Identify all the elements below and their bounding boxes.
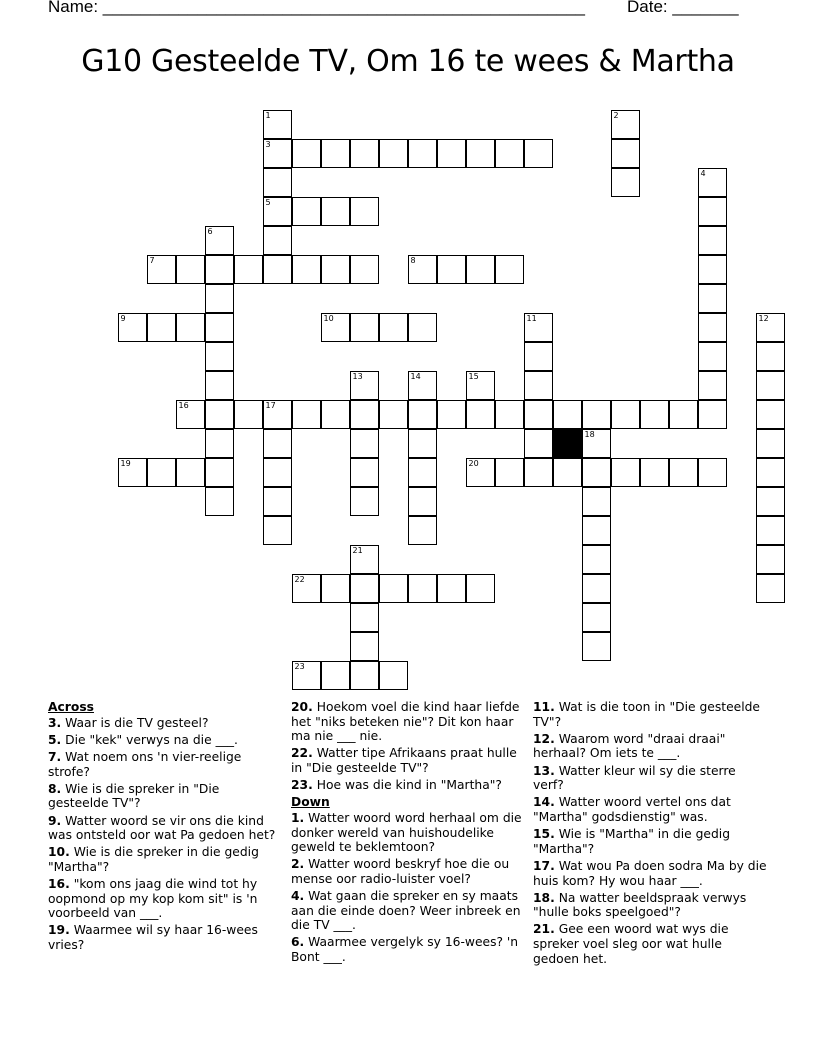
grid-cell[interactable]: [553, 400, 582, 429]
grid-cell[interactable]: [408, 371, 437, 400]
grid-cell[interactable]: [408, 574, 437, 603]
grid-cell[interactable]: [147, 458, 176, 487]
grid-cell[interactable]: [263, 255, 292, 284]
clue-item: [533, 891, 768, 920]
grid-cell[interactable]: [263, 429, 292, 458]
clue-item: [291, 811, 523, 855]
grid-cell[interactable]: [698, 284, 727, 313]
clue-item-number: 21.: [533, 922, 555, 937]
grid-cell[interactable]: [756, 574, 785, 603]
clue-item-number: 12.: [533, 731, 555, 746]
grid-cell[interactable]: [640, 400, 669, 429]
clue-item: [533, 859, 768, 888]
grid-cell[interactable]: [118, 458, 147, 487]
clue-item-text: Die "kek" verwys na die ___.: [61, 732, 238, 747]
clue-item: [291, 778, 523, 793]
grid-cell[interactable]: [205, 400, 234, 429]
clue-number: 8: [410, 255, 416, 265]
clue-number: 10: [323, 313, 334, 323]
grid-cell[interactable]: [524, 371, 553, 400]
clue-column-3: [533, 700, 768, 969]
grid-cell[interactable]: [524, 342, 553, 371]
grid-cell[interactable]: [292, 255, 321, 284]
grid-block: [553, 429, 582, 458]
grid-cell[interactable]: [756, 371, 785, 400]
grid-cell[interactable]: [147, 313, 176, 342]
clue-column-2: [291, 700, 523, 967]
grid-cell[interactable]: [756, 400, 785, 429]
clue-item-number: 6.: [291, 935, 305, 950]
grid-cell[interactable]: [756, 545, 785, 574]
grid-cell[interactable]: [379, 574, 408, 603]
grid-cell[interactable]: [756, 487, 785, 516]
grid-cell[interactable]: [756, 516, 785, 545]
clue-item-number: 22.: [291, 746, 313, 761]
grid-cell[interactable]: [495, 139, 524, 168]
grid-cell[interactable]: [756, 429, 785, 458]
grid-cell[interactable]: [582, 632, 611, 661]
clue-item: [291, 889, 523, 933]
grid-cell[interactable]: [698, 342, 727, 371]
clue-item-number: 15.: [533, 827, 555, 842]
grid-cell[interactable]: [408, 458, 437, 487]
clue-item-number: 5.: [48, 732, 62, 747]
grid-cell[interactable]: [350, 255, 379, 284]
grid-cell[interactable]: [698, 255, 727, 284]
grid-cell[interactable]: [437, 400, 466, 429]
grid-cell[interactable]: [756, 342, 785, 371]
grid-cell[interactable]: [669, 400, 698, 429]
grid-cell[interactable]: [495, 400, 524, 429]
grid-cell[interactable]: [234, 400, 263, 429]
clue-item-number: 14.: [533, 795, 555, 810]
clue-item: [48, 877, 280, 921]
grid-cell[interactable]: [263, 226, 292, 255]
clue-item-text: Watter woord se vir ons die kind was ontsteld oor wat Pa gedoen het?: [48, 813, 276, 843]
clue-item-text: Wat gaan die spreker en sy maats aan die einde doen? Weer inbreek en die TV ___.: [291, 889, 521, 933]
clue-item-text: Watter woord word herhaal om die donker wereld van huishoudelike geweld te beklemtoon?: [291, 810, 522, 855]
clue-item-number: 23.: [291, 778, 313, 793]
grid-cell[interactable]: [495, 458, 524, 487]
grid-cell[interactable]: [408, 429, 437, 458]
clue-number: 4: [700, 168, 706, 178]
grid-cell[interactable]: [408, 516, 437, 545]
grid-cell[interactable]: [205, 487, 234, 516]
clue-item: [291, 746, 523, 775]
grid-cell[interactable]: [321, 197, 350, 226]
grid-cell[interactable]: [321, 574, 350, 603]
grid-cell[interactable]: [379, 661, 408, 690]
clue-item: [48, 923, 280, 952]
grid-cell[interactable]: [437, 255, 466, 284]
date-field-label: Date: _______: [627, 0, 739, 16]
grid-cell[interactable]: [263, 139, 292, 168]
grid-cell[interactable]: [669, 458, 698, 487]
grid-cell[interactable]: [205, 226, 234, 255]
grid-cell[interactable]: [466, 400, 495, 429]
clue-item-number: 3.: [48, 715, 62, 730]
grid-cell[interactable]: [582, 458, 611, 487]
clue-item: [533, 732, 768, 761]
clue-item-text: Watter woord vertel ons dat "Martha" godsdienstig" was.: [533, 795, 731, 824]
clue-item-text: Wat wou Pa doen sodra Ma by die huis kom? Hy wou haar ___.: [533, 858, 767, 888]
grid-cell[interactable]: [205, 313, 234, 342]
clue-item-text: Waarmee wil sy haar 16-wees vries?: [48, 923, 258, 953]
grid-cell[interactable]: [408, 139, 437, 168]
clue-item-text: Watter tipe Afrikaans praat hulle in "Die gesteelde TV"?: [291, 746, 517, 775]
grid-cell[interactable]: [350, 197, 379, 226]
grid-cell[interactable]: [582, 400, 611, 429]
clue-item: [533, 922, 768, 966]
across-heading: Across: [48, 700, 94, 714]
clue-item: [48, 716, 280, 731]
grid-cell[interactable]: [263, 110, 292, 139]
grid-cell[interactable]: [582, 487, 611, 516]
clue-number: 14: [410, 371, 421, 381]
grid-cell[interactable]: [611, 110, 640, 139]
grid-cell[interactable]: [408, 255, 437, 284]
clue-item-text: Na watter beeldspraak verwys "hulle boks speelgoed"?: [533, 890, 747, 920]
clue-item-number: 18.: [533, 890, 555, 905]
grid-cell[interactable]: [640, 458, 669, 487]
grid-cell[interactable]: [756, 313, 785, 342]
grid-cell[interactable]: [466, 255, 495, 284]
clue-item: [48, 845, 280, 874]
clue-item: [48, 750, 280, 779]
clue-number: 22: [294, 574, 305, 584]
clue-item-text: Waarom word "draai draai" herhaal? Om iets te ___.: [533, 731, 726, 761]
clue-number: 3: [265, 139, 271, 149]
clue-number: 11: [526, 313, 537, 323]
grid-cell[interactable]: [698, 313, 727, 342]
clue-number: 9: [120, 313, 126, 323]
grid-cell[interactable]: [350, 632, 379, 661]
page-title: G10 Gesteelde TV, Om 16 te wees & Martha: [81, 44, 735, 79]
grid-cell[interactable]: [350, 574, 379, 603]
grid-cell[interactable]: [205, 458, 234, 487]
clue-number: 18: [584, 429, 595, 439]
clue-number: 5: [265, 197, 271, 207]
clue-item-number: 1.: [291, 810, 305, 825]
grid-cell[interactable]: [350, 661, 379, 690]
grid-cell[interactable]: [176, 313, 205, 342]
grid-cell[interactable]: [321, 661, 350, 690]
grid-cell[interactable]: [698, 458, 727, 487]
grid-cell[interactable]: [582, 603, 611, 632]
grid-cell[interactable]: [350, 371, 379, 400]
clue-item-text: Gee een woord wat wys die spreker voel sleg oor wat hulle gedoen het.: [533, 922, 729, 966]
clue-item-number: 10.: [48, 845, 70, 860]
grid-cell[interactable]: [321, 139, 350, 168]
grid-cell[interactable]: [205, 284, 234, 313]
grid-cell[interactable]: [263, 458, 292, 487]
grid-cell[interactable]: [176, 255, 205, 284]
grid-cell[interactable]: [350, 458, 379, 487]
clue-column-1: [48, 700, 280, 955]
clue-item-text: "kom ons jaag die wind tot hy oopmond op my kop kom sit" is 'n voorbeeld van ___.: [48, 877, 258, 921]
clue-number: 19: [120, 458, 131, 468]
clue-number: 6: [207, 226, 213, 236]
grid-cell[interactable]: [263, 516, 292, 545]
grid-cell[interactable]: [321, 313, 350, 342]
clue-number: 2: [613, 110, 619, 120]
grid-cell[interactable]: [321, 400, 350, 429]
grid-cell[interactable]: [611, 139, 640, 168]
grid-cell[interactable]: [437, 139, 466, 168]
grid-cell[interactable]: [350, 545, 379, 574]
clue-item: [533, 795, 768, 824]
clue-item-text: Waarmee vergelyk sy 16-wees? 'n Bont ___.: [291, 935, 519, 965]
clue-item: [291, 857, 523, 886]
grid-cell[interactable]: [379, 400, 408, 429]
clue-number: 17: [265, 400, 276, 410]
grid-cell[interactable]: [495, 255, 524, 284]
grid-cell[interactable]: [205, 371, 234, 400]
down-heading: Down: [291, 795, 330, 810]
clue-number: 7: [149, 255, 155, 265]
clue-item: [533, 700, 768, 729]
clue-item-number: 4.: [291, 889, 305, 904]
clue-item-number: 11.: [533, 700, 555, 714]
grid-cell[interactable]: [350, 603, 379, 632]
grid-cell[interactable]: [176, 400, 205, 429]
grid-cell[interactable]: [524, 139, 553, 168]
clue-number: 21: [352, 545, 363, 555]
grid-cell[interactable]: [263, 168, 292, 197]
grid-cell[interactable]: [292, 574, 321, 603]
grid-cell[interactable]: [321, 255, 350, 284]
grid-cell[interactable]: [408, 313, 437, 342]
clue-item-text: Watter woord beskryf hoe die ou mense oor radio-luister voel?: [291, 857, 510, 886]
clue-item-text: Waar is die TV gesteel?: [61, 715, 209, 730]
grid-cell[interactable]: [379, 139, 408, 168]
clue-item-number: 17.: [533, 858, 555, 873]
clue-item-text: Wie is die spreker in die gedig "Martha"?: [48, 845, 259, 874]
grid-cell[interactable]: [582, 516, 611, 545]
clue-item-number: 8.: [48, 781, 62, 796]
grid-cell[interactable]: [582, 574, 611, 603]
clue-item-text: Hoekom voel die kind haar liefde het "niks beteken nie"? Dit kon haar ma nie ___ nie.: [291, 700, 520, 744]
name-field-label: Name: ___________________________________________________: [48, 0, 585, 16]
grid-cell[interactable]: [582, 429, 611, 458]
grid-cell[interactable]: [611, 400, 640, 429]
clue-item-text: Watter kleur wil sy die sterre verf?: [533, 763, 736, 793]
grid-cell[interactable]: [611, 458, 640, 487]
grid-cell[interactable]: [205, 429, 234, 458]
clue-item: [48, 782, 280, 811]
clue-number: 12: [758, 313, 769, 323]
clue-item: [48, 814, 280, 843]
grid-cell[interactable]: [582, 545, 611, 574]
grid-cell[interactable]: [698, 197, 727, 226]
grid-cell[interactable]: [234, 255, 263, 284]
grid-cell[interactable]: [350, 429, 379, 458]
grid-cell[interactable]: [350, 139, 379, 168]
grid-cell[interactable]: [466, 574, 495, 603]
grid-cell[interactable]: [408, 487, 437, 516]
clue-number: 16: [178, 400, 189, 410]
grid-cell[interactable]: [698, 371, 727, 400]
grid-cell[interactable]: [466, 371, 495, 400]
grid-cell[interactable]: [263, 487, 292, 516]
clue-item: [291, 935, 523, 964]
clue-item-text: Hoe was die kind in "Martha"?: [312, 778, 502, 793]
grid-cell[interactable]: [698, 400, 727, 429]
clue-item: [48, 733, 280, 748]
clue-item-number: 2.: [291, 857, 305, 872]
grid-cell[interactable]: [437, 574, 466, 603]
clue-item-text: Wat noem ons 'n vier-reelige strofe?: [48, 749, 242, 779]
clue-number: 20: [468, 458, 479, 468]
grid-cell[interactable]: [205, 255, 234, 284]
clue-number: 23: [294, 661, 305, 671]
grid-cell[interactable]: [466, 458, 495, 487]
clue-item-text: Wat is die toon in "Die gesteelde TV"?: [533, 700, 760, 729]
clue-number: 15: [468, 371, 479, 381]
grid-cell[interactable]: [350, 400, 379, 429]
grid-cell[interactable]: [292, 139, 321, 168]
clue-number: 13: [352, 371, 363, 381]
clue-item: [291, 700, 523, 744]
clue-item-number: 13.: [533, 763, 555, 778]
grid-cell[interactable]: [698, 226, 727, 255]
grid-cell[interactable]: [408, 400, 437, 429]
grid-cell[interactable]: [350, 313, 379, 342]
clue-item: [533, 764, 768, 793]
grid-cell[interactable]: [756, 458, 785, 487]
grid-cell[interactable]: [524, 429, 553, 458]
grid-cell[interactable]: [698, 168, 727, 197]
grid-cell[interactable]: [176, 458, 205, 487]
clue-item-number: 19.: [48, 923, 70, 938]
clue-number: 1: [265, 110, 271, 120]
grid-cell[interactable]: [350, 487, 379, 516]
clue-item-number: 20.: [291, 700, 313, 714]
grid-cell[interactable]: [466, 139, 495, 168]
grid-cell[interactable]: [524, 400, 553, 429]
grid-cell[interactable]: [118, 313, 147, 342]
grid-cell[interactable]: [524, 313, 553, 342]
clue-item-text: Wie is die spreker in "Die gesteelde TV"?: [48, 781, 220, 811]
clue-item-text: Wie is "Martha" in die gedig "Martha"?: [533, 827, 731, 856]
clue-item-number: 9.: [48, 813, 62, 828]
grid-cell[interactable]: [611, 168, 640, 197]
grid-cell[interactable]: [292, 661, 321, 690]
grid-cell[interactable]: [524, 458, 553, 487]
grid-cell[interactable]: [263, 197, 292, 226]
grid-cell[interactable]: [147, 255, 176, 284]
grid-cell[interactable]: [292, 400, 321, 429]
grid-cell[interactable]: [263, 400, 292, 429]
grid-cell[interactable]: [292, 197, 321, 226]
grid-cell[interactable]: [205, 342, 234, 371]
clue-item-number: 7.: [48, 749, 62, 764]
grid-cell[interactable]: [553, 458, 582, 487]
grid-cell[interactable]: [379, 313, 408, 342]
clue-item: [533, 827, 768, 856]
clue-item-number: 16.: [48, 877, 70, 892]
